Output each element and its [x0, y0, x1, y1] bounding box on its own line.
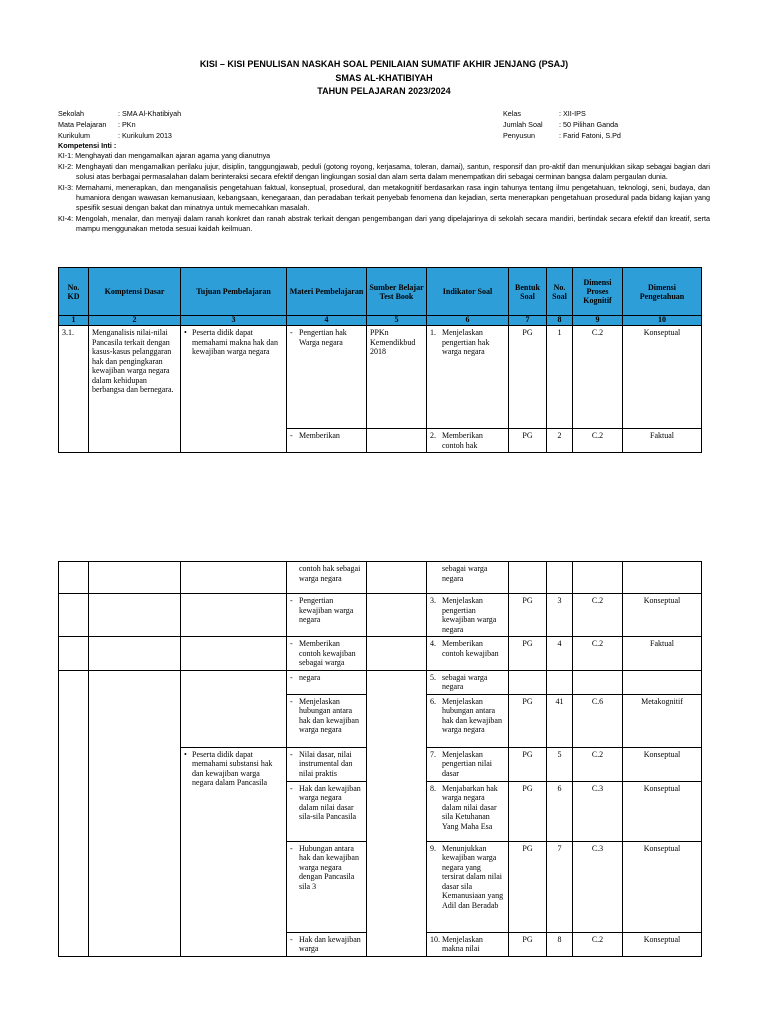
indikator-number: 10. [430, 934, 440, 944]
kognitif-cell: C.2 [573, 932, 623, 956]
bentuk-cell: PG [509, 694, 547, 747]
no-soal-cell: 1 [547, 326, 573, 429]
no-soal-cell: 41 [547, 694, 573, 747]
no-soal-cell: 7 [547, 841, 573, 932]
kognitif-cell: C.2 [573, 326, 623, 429]
meta-label: Kelas [503, 109, 521, 118]
materi-text: Pengertian kewajiban warga negara [299, 596, 354, 624]
document-header [0, 58, 768, 99]
kd-number-cell [59, 562, 89, 594]
bentuk-cell: PG [509, 841, 547, 932]
indikator-number: 8. [430, 783, 436, 793]
no-soal-cell: 3 [547, 594, 573, 637]
tujuan-text: Peserta didik dapat memahami makna hak dan kewajiban warga negara [192, 328, 278, 356]
meta-value: : 50 Pilihan Ganda [559, 120, 619, 129]
bentuk-cell: PG [509, 326, 547, 429]
column-header: Materi Pembelajaran [287, 268, 367, 316]
column-header: Sumber Belajar Test Book [367, 268, 427, 316]
pengetahuan-cell: Faktual [623, 429, 702, 453]
indikator-text: Menjabarkan hak warga negara dalam nilai dasar sila Ketuhanan Yang Maha Esa [442, 783, 498, 831]
materi-text: Hak dan kewajiban warga [299, 934, 361, 953]
pengetahuan-cell: Konseptual [623, 747, 702, 781]
pengetahuan-cell: Konseptual [623, 594, 702, 637]
meta-value: : Farid Fatoni, S.Pd [559, 131, 621, 140]
indikator-text: Menjelaskan makna nilai [442, 934, 483, 953]
indikator-text: Menjelaskan pengertian hak warga negara [442, 328, 490, 356]
kd-number: 3.1. [59, 326, 89, 453]
indikator-cell [427, 694, 509, 747]
kognitif-cell: C.2 [573, 637, 623, 671]
pengetahuan-cell [623, 562, 702, 594]
kognitif-cell: C.3 [573, 841, 623, 932]
table-row [59, 562, 702, 594]
meta-label: Penyusun [503, 131, 535, 140]
materi-cell: - Nilai dasar, nilai instrumental dan nilai praktis [287, 747, 367, 781]
indikator-number: 1. [430, 328, 436, 337]
column-number: 4 [287, 316, 367, 326]
column-header: Komptensi Dasar [89, 268, 181, 316]
indikator-cell [427, 932, 509, 956]
meta-value: : PKn [118, 120, 136, 129]
kisi-table-page2 [58, 561, 702, 957]
kd-number-cell [59, 637, 89, 671]
indikator-cell [427, 326, 509, 429]
indikator-text: Menjelaskan hubungan antara hak dan kewajiban warga negara [442, 696, 502, 734]
tujuan-cell: • Peserta didik dapat memahami makna hak dan kewajiban warga negara [181, 326, 287, 453]
materi-text: Memberikan [299, 431, 340, 440]
kd-text-cell [89, 562, 181, 594]
sumber-cell [367, 594, 427, 637]
column-number: 5 [367, 316, 427, 326]
materi-text: Nilai dasar, nilai instrumental dan nilai praktis [299, 749, 353, 778]
materi-cell: - Memberikan contoh kewajiban sebagai warga [287, 637, 367, 671]
ki-item: KI-1: Menghayati dan mengamalkan ajaran agama yang dianutnya [58, 151, 271, 160]
kognitif-cell: C.2 [573, 594, 623, 637]
materi-text: Hubungan antara hak dan kewajiban warga negara dengan Pancasila sila 3 [299, 843, 359, 891]
pengetahuan-cell [623, 670, 702, 694]
header-title: KISI – KISI PENULISAN NASKAH SOAL PENILAIAN SUMATIF AKHIR JENJANG (PSAJ) [199, 59, 569, 69]
indikator-text: Menjelaskan pengertian nilai dasar [442, 749, 492, 778]
bentuk-cell: PG [509, 594, 547, 637]
kognitif-cell: C.2 [573, 747, 623, 781]
no-soal-cell: 4 [547, 637, 573, 671]
ki-item: KI-4: Mengolah, menalar, dan menyaji dalam ranah konkret dan ranah abstrak terkait dengan pengembangan dari yang dipelajarinya di sekolah secara mandiri, bertindak secara efektif dan kreatif, serta mampu menggunakan metoda sesuai kaidah keilmuan. [58, 214, 710, 233]
table-row [59, 637, 702, 671]
tujuan-cell [181, 637, 287, 671]
indikator-number: 9. [430, 843, 436, 853]
kisi-table-page1 [58, 267, 702, 453]
bentuk-cell: PG [509, 637, 547, 671]
indikator-cell [427, 670, 509, 694]
bentuk-cell: PG [509, 932, 547, 956]
bentuk-cell: PG [509, 747, 547, 781]
column-number: 3 [181, 316, 287, 326]
meta-right [503, 108, 621, 141]
pengetahuan-cell: Konseptual [623, 932, 702, 956]
kompetensi-inti [58, 141, 710, 235]
kd-text: Menganalisis nilai-nilai Pancasila terkait dengan kasus-kasus pelanggaran hak dan pengingkaran kewajiban warga negara dalam kehidupan berbangsa dan bernegara. [89, 326, 181, 453]
materi-cell: - Hak dan kewajiban warga negara dalam nilai dasar sila-sila Pancasila [287, 781, 367, 841]
column-number: 9 [573, 316, 623, 326]
kd-text-cell [89, 670, 181, 956]
column-header: Indikator Soal [427, 268, 509, 316]
materi-text: Menjelaskan hubungan antara hak dan kewajiban warga negara [299, 696, 359, 734]
materi-text: Pengertian hak Warga negara [299, 328, 347, 347]
no-soal-cell: 6 [547, 781, 573, 841]
indikator-text: sebagai warga negara [442, 672, 488, 691]
materi-cell: - Memberikan [287, 429, 367, 453]
no-soal-cell: 5 [547, 747, 573, 781]
table-row [59, 594, 702, 637]
header-school: SMAS AL-KHATIBIYAH [335, 72, 433, 83]
indikator-cell [427, 594, 509, 637]
indikator-text: Memberikan contoh hak [442, 431, 483, 450]
indikator-text: Memberikan contoh kewajiban [442, 639, 499, 658]
kognitif-cell: C.3 [573, 781, 623, 841]
bentuk-cell: PG [509, 781, 547, 841]
materi-text: Hak dan kewajiban warga negara dalam nilai dasar sila-sila Pancasila [299, 783, 361, 821]
meta-label: Mata Pelajaran [58, 120, 107, 129]
column-number-row [59, 316, 702, 326]
meta-left [58, 108, 181, 141]
indikator-text: sebagai warga negara [442, 564, 488, 583]
table-row [59, 670, 702, 694]
kompetensi-title: Kompetensi Inti : [58, 141, 117, 150]
sumber-cell [367, 429, 427, 453]
no-soal-cell: 2 [547, 429, 573, 453]
column-header: Bentuk Soal [509, 268, 547, 316]
kognitif-cell [573, 562, 623, 594]
kd-number-cell [59, 670, 89, 956]
indikator-number: 3. [430, 596, 436, 605]
meta-label: Jumlah Soal [503, 120, 543, 129]
bentuk-cell: PG [509, 429, 547, 453]
column-number: 6 [427, 316, 509, 326]
column-number: 2 [89, 316, 181, 326]
meta-label: Kurikulum [58, 131, 90, 140]
no-soal-cell: 8 [547, 932, 573, 956]
indikator-cell [427, 747, 509, 781]
column-number: 10 [623, 316, 702, 326]
materi-cell: - Pengertian kewajiban warga negara [287, 594, 367, 637]
kd-text-cell [89, 637, 181, 671]
meta-value: : SMA Al-Khatibiyah [118, 109, 182, 118]
kognitif-cell: C.2 [573, 429, 623, 453]
materi-text: Memberikan contoh kewajiban sebagai warga [299, 639, 356, 667]
ki-item: KI-3: Memahami, menerapkan, dan menganalisis pengetahuan faktual, konseptual, prosedural, dan metakognitif berdasarkan rasa ingin tahunya tentang ilmu pengetahuan, teknologi, seni, budaya, dan humaniora dengan wawasan kemanusiaan, kebangsaan, kenegaraan, dan peradaban terkait penyebab fenomena dan kejadian, serta menerapkan pengetahuan prosedural pada bidang kajian yang spesifik sesuai dengan bakat dan minatnya untuk memecahkan masalah. [58, 183, 710, 212]
table-header-row [59, 268, 702, 316]
indikator-number: 6. [430, 696, 436, 706]
column-header: No. KD [59, 268, 89, 316]
ki-item: KI-2: Menghayati dan mengamalkan perilaku jujur, disiplin, tanggungjawab, peduli (gotong royong, kerjasama, toleran, damai), santun, responsif dan pro-aktif dan menunjukkan sikap sebagai bagian dari solusi atas berbagai permasalahan dalam berinteraksi secara efektif dengan lingkungan sosial dan alam serta dalam menempatkan diri sebagai cerminan bangsa dalam pergaulan dunia. [58, 162, 710, 181]
pengetahuan-cell: Konseptual [623, 781, 702, 841]
materi-cell: - Hak dan kewajiban warga [287, 932, 367, 956]
materi-text: negara [299, 672, 321, 682]
pengetahuan-cell: Konseptual [623, 326, 702, 429]
indikator-cell [427, 429, 509, 453]
indikator-number: 2. [430, 431, 436, 440]
tujuan-cell [181, 670, 287, 747]
column-header: Dimensi Proses Kognitif [573, 268, 623, 316]
kognitif-cell: C.6 [573, 694, 623, 747]
column-header: Tujuan Pembelajaran [181, 268, 287, 316]
indikator-cell [427, 781, 509, 841]
indikator-number: 4. [430, 639, 436, 648]
tujuan-cell [181, 562, 287, 594]
kognitif-cell [573, 670, 623, 694]
sumber-cell [367, 670, 427, 956]
column-header: No. Soal [547, 268, 573, 316]
no-soal-cell [547, 670, 573, 694]
indikator-cell [427, 841, 509, 932]
indikator-cell [427, 562, 509, 594]
materi-text: contoh hak sebagai warga negara [299, 564, 361, 583]
pengetahuan-cell: Metakognitif [623, 694, 702, 747]
meta-value: : XII-IPS [559, 109, 586, 118]
tujuan-cell: • Peserta didik dapat memahami substansi hak dan kewajiban warga negara dalam Pancasila [181, 747, 287, 956]
column-header: Dimensi Pengetahuan [623, 268, 702, 316]
sumber-cell: PPKn Kemendikbud 2018 [367, 326, 427, 429]
tujuan-cell [181, 594, 287, 637]
materi-cell: - Menjelaskan hubungan antara hak dan kewajiban warga negara [287, 694, 367, 747]
column-number: 7 [509, 316, 547, 326]
meta-label: Sekolah [58, 109, 84, 118]
materi-cell [287, 562, 367, 594]
kd-number-cell [59, 594, 89, 637]
indikator-text: Menjelaskan pengertian kewajiban warga negara [442, 596, 497, 634]
indikator-cell [427, 637, 509, 671]
kd-text-cell [89, 594, 181, 637]
materi-cell: - Pengertian hak Warga negara [287, 326, 367, 429]
materi-cell: - Hubungan antara hak dan kewajiban warga negara dengan Pancasila sila 3 [287, 841, 367, 932]
no-soal-cell [547, 562, 573, 594]
sumber-cell [367, 637, 427, 671]
tujuan-text: Peserta didik dapat memahami substansi hak dan kewajiban warga negara dalam Pancasila [192, 749, 273, 787]
pengetahuan-cell: Konseptual [623, 841, 702, 932]
pengetahuan-cell: Faktual [623, 637, 702, 671]
indikator-number: 5. [430, 672, 436, 682]
header-year: TAHUN PELAJARAN 2023/2024 [317, 86, 451, 96]
meta-value: : Kurikulum 2013 [118, 131, 172, 140]
bentuk-cell [509, 562, 547, 594]
column-number: 8 [547, 316, 573, 326]
sumber-cell [367, 562, 427, 594]
bentuk-cell [509, 670, 547, 694]
indikator-text: Menunjukkan kewajiban warga negara yang tersirat dalam nilai dasar sila Kemanusiaan yang Adil dan Beradab [442, 843, 504, 910]
column-number: 1 [59, 316, 89, 326]
table-row [59, 326, 702, 429]
indikator-number: 7. [430, 749, 436, 759]
materi-cell: - negara [287, 670, 367, 694]
